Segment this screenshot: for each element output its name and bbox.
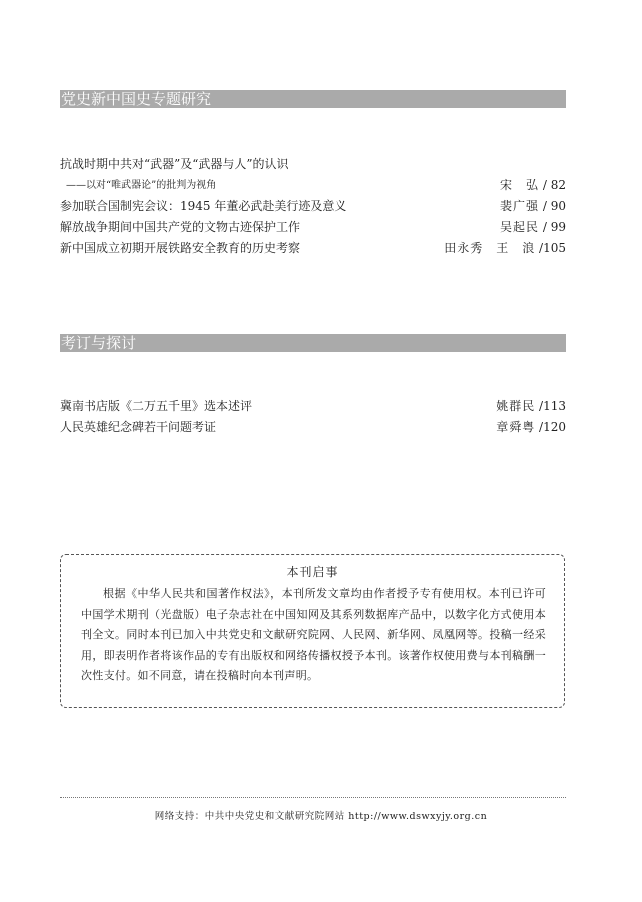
toc-row[interactable] <box>60 196 566 217</box>
footer-divider <box>60 797 566 798</box>
article-title: 抗战时期中共对“武器”及“武器与人”的认识 <box>60 157 289 171</box>
article-author: 吴起民 <box>500 220 540 234</box>
article-byline <box>496 417 566 438</box>
article-page: /120 <box>539 420 566 434</box>
toc-row[interactable] <box>60 217 566 238</box>
article-title: 参加联合国制宪会议：1945 年董必武赴美行迹及意义 <box>60 199 347 213</box>
toc-row[interactable] <box>60 417 566 438</box>
article-byline <box>500 175 566 196</box>
article-author: 田永秀 王 浪 <box>444 241 536 255</box>
toc-row[interactable] <box>60 154 566 175</box>
article-author: 姚群民 <box>496 399 536 413</box>
toc-row[interactable] <box>60 175 566 196</box>
article-title: 解放战争期间中国共产党的文物古迹保护工作 <box>60 220 301 234</box>
footer-text: 网络支持：中共中央党史和文献研究院网站 http://www.dswxyjy.org.cn <box>154 811 488 822</box>
notice-box <box>60 554 565 708</box>
article-byline <box>500 196 566 217</box>
notice-body: 根据《中华人民共和国著作权法》，本刊所发文章均由作者授予专有使用权。本刊已许可中国学术期刊（光盘版）电子杂志社在中国知网及其系列数据库产品中，以数字化方式使用本刊全文。同时本刊已加入中共党史和文献研究院网、人民网、新华网、凤凰网等。投稿一经采用，即表明作者将该作品的专有出版权和网络传播权授予本刊。该著作权使用费与本刊稿酬一次性支付。如不同意，请在投稿时向本刊声明。 <box>81 587 546 682</box>
article-title: 冀南书店版《二万五千里》选本述评 <box>60 399 253 413</box>
notice-title: 本刊启事 <box>286 565 339 579</box>
article-title: 人民英雄纪念碑若干问题考证 <box>60 420 217 434</box>
section-heading-2: 考订与探讨 <box>60 334 566 352</box>
article-page: /113 <box>539 399 566 413</box>
article-byline <box>444 238 566 259</box>
toc-row[interactable] <box>60 396 566 417</box>
toc-row[interactable] <box>60 238 566 259</box>
article-page: / 90 <box>542 199 566 213</box>
toc-list-2 <box>60 396 566 438</box>
article-author: 宋 弘 <box>500 178 540 192</box>
toc-list-1 <box>60 154 566 259</box>
article-author: 章舜粤 <box>496 420 536 434</box>
article-page: / 99 <box>542 220 566 234</box>
article-page: /105 <box>539 241 566 255</box>
article-byline <box>496 396 566 417</box>
article-page: / 82 <box>542 178 566 192</box>
article-byline <box>500 217 566 238</box>
article-author: 裴广强 <box>500 199 540 213</box>
article-title: 新中国成立初期开展铁路安全教育的历史考察 <box>60 241 301 255</box>
article-subtitle: ——以对“唯武器论”的批判为视角 <box>66 180 217 191</box>
section-heading-1: 党史新中国史专题研究 <box>60 90 566 108</box>
